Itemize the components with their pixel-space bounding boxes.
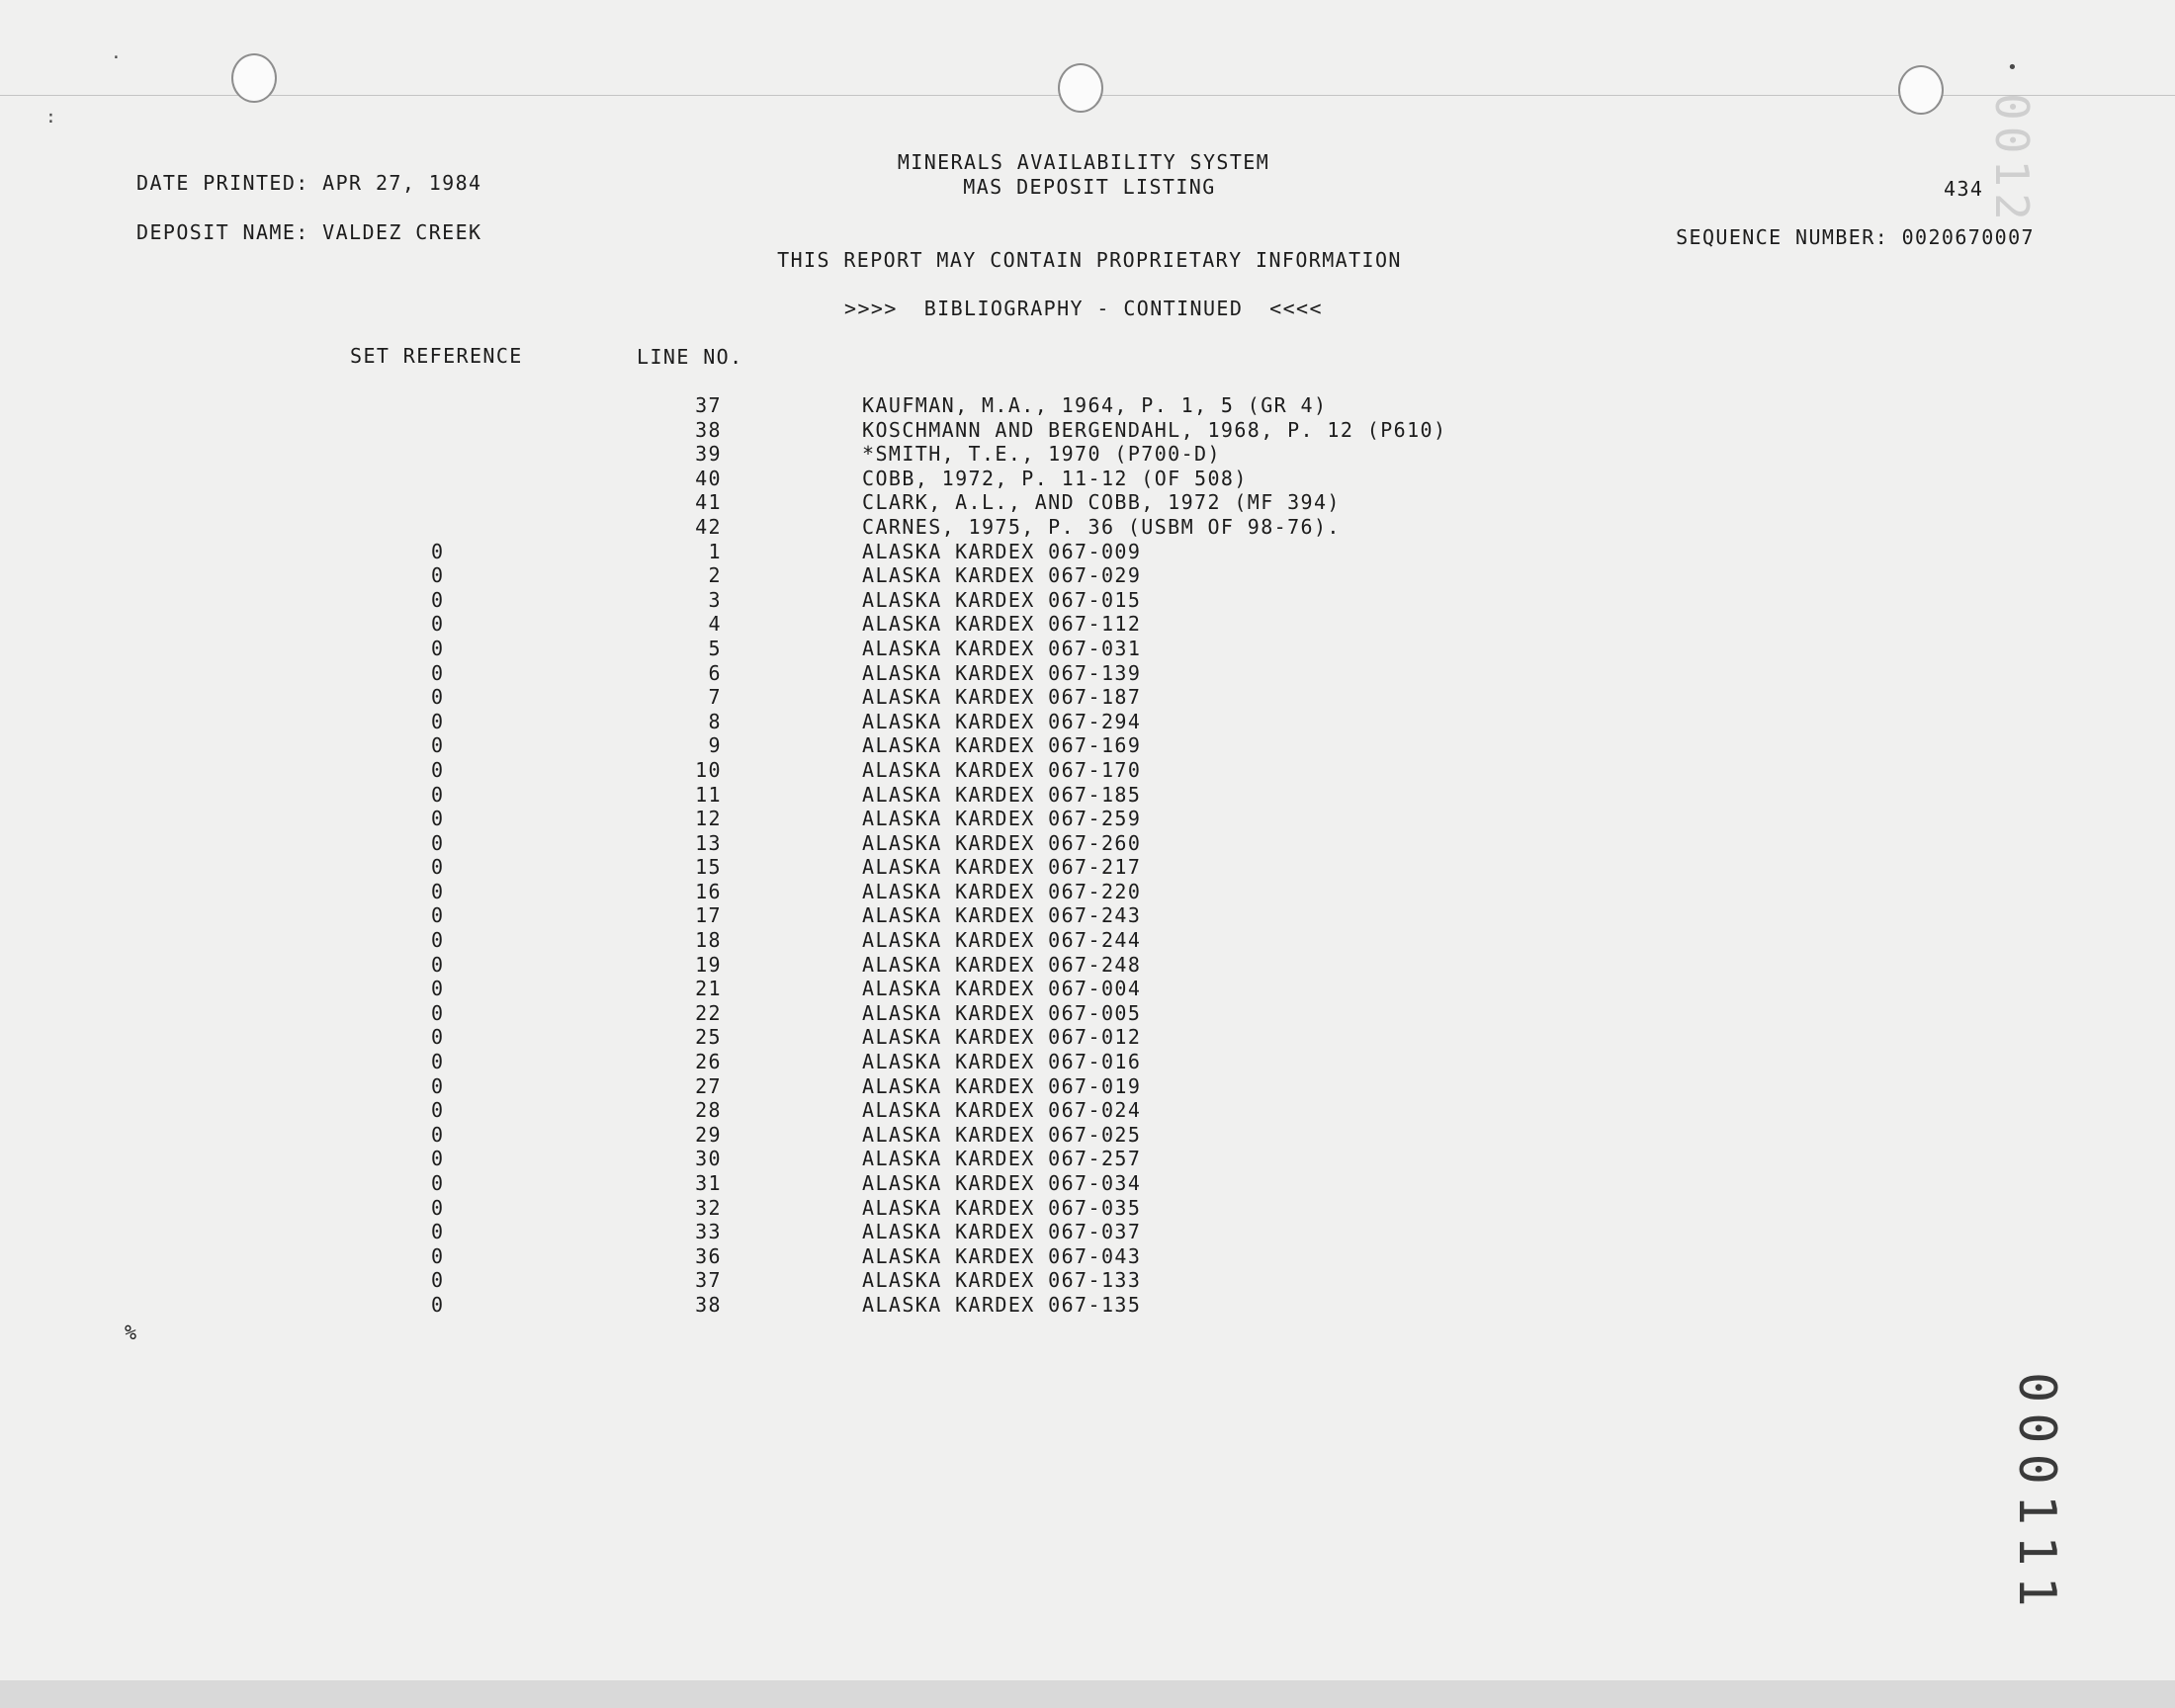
set-reference-cell: 0 [431,587,445,612]
set-reference-cell: 0 [431,636,445,660]
line-number-cell: 8 [708,709,722,733]
reference-text-cell: ALASKA KARDEX 067-004 [862,977,1142,1001]
reference-text-cell: ALASKA KARDEX 067-220 [862,879,1142,903]
line-number-cell: 27 [695,1073,722,1098]
line-number-cell: 29 [695,1122,722,1147]
reference-text-cell: ALASKA KARDEX 067-260 [862,830,1142,855]
reference-text-cell: ALASKA KARDEX 067-035 [862,1195,1142,1220]
table-row [0,1098,2175,1123]
table-row [0,1074,2175,1099]
page-number: 434 [1944,177,1984,201]
set-reference-cell: 0 [431,612,445,637]
set-reference-cell: 0 [431,1171,445,1195]
reference-text-cell: ALASKA KARDEX 067-217 [862,855,1142,880]
line-number-cell: 17 [695,903,722,928]
table-row [0,1123,2175,1148]
table-row [0,1220,2175,1244]
set-reference-cell: 0 [431,1098,445,1123]
scan-speck-mark: · [111,47,122,68]
scan-speck-mark: • [2007,57,2018,78]
reference-text-cell: ALASKA KARDEX 067-294 [862,709,1142,733]
set-reference-cell: 0 [431,1220,445,1244]
reference-text-cell: ALASKA KARDEX 067-031 [862,636,1142,660]
set-reference-cell: 0 [431,1195,445,1220]
table-row [0,953,2175,978]
line-number-cell: 40 [695,466,722,490]
reference-text-cell: ALASKA KARDEX 067-034 [862,1171,1142,1195]
set-reference-cell: 0 [431,1268,445,1293]
reference-text-cell: ALASKA KARDEX 067-133 [862,1268,1142,1293]
reference-text-cell: COBB, 1972, P. 11-12 (OF 508) [862,466,1248,490]
reference-text-cell: ALASKA KARDEX 067-257 [862,1147,1142,1171]
section-title: >>>> BIBLIOGRAPHY - CONTINUED <<<< [844,297,1323,320]
line-number-cell: 15 [695,855,722,880]
set-reference-cell: 0 [431,660,445,685]
line-number-cell: 13 [695,830,722,855]
set-reference-cell: 0 [431,952,445,977]
table-row [0,393,2175,418]
table-row [0,1001,2175,1026]
reference-text-cell: *SMITH, T.E., 1970 (P700-D) [862,442,1221,467]
table-row [0,612,2175,637]
reference-text-cell: ALASKA KARDEX 067-185 [862,782,1142,807]
line-number-cell: 16 [695,879,722,903]
line-number-cell: 12 [695,807,722,831]
table-row [0,903,2175,928]
table-row [0,490,2175,515]
line-number-cell: 22 [695,1000,722,1025]
table-row [0,710,2175,734]
set-reference-cell: 0 [431,807,445,831]
date-printed: DATE PRINTED: APR 27, 1984 [136,171,482,195]
line-number-cell: 5 [708,636,722,660]
reference-text-cell: ALASKA KARDEX 067-244 [862,928,1142,953]
reference-text-cell: ALASKA KARDEX 067-037 [862,1220,1142,1244]
table-row [0,807,2175,831]
line-number-cell: 37 [695,393,722,417]
set-reference-cell: 0 [431,757,445,782]
line-number-cell: 9 [708,733,722,758]
set-reference-cell: 0 [431,830,445,855]
set-reference-cell: 0 [431,539,445,563]
set-reference-cell: 0 [431,1292,445,1317]
line-number-cell: 6 [708,660,722,685]
line-number-cell: 31 [695,1171,722,1195]
margin-stamp: 0012 [1985,93,2039,226]
line-number-cell: 42 [695,514,722,539]
set-reference-cell: 0 [431,928,445,953]
set-reference-cell: 0 [431,733,445,758]
reference-text-cell: ALASKA KARDEX 067-259 [862,807,1142,831]
table-row [0,1147,2175,1171]
reference-text-cell: ALASKA KARDEX 067-135 [862,1292,1142,1317]
reference-text-cell: ALASKA KARDEX 067-025 [862,1122,1142,1147]
table-row [0,733,2175,758]
reference-text-cell: ALASKA KARDEX 067-243 [862,903,1142,928]
line-number-cell: 26 [695,1050,722,1074]
table-row [0,1171,2175,1196]
reference-text-cell: ALASKA KARDEX 067-016 [862,1050,1142,1074]
proprietary-notice: THIS REPORT MAY CONTAIN PROPRIETARY INFORMATION [777,248,1402,272]
set-reference-cell: 0 [431,782,445,807]
set-reference-cell: 0 [431,709,445,733]
table-row [0,1196,2175,1221]
reference-text-cell: KOSCHMANN AND BERGENDAHL, 1968, P. 12 (P610) [862,417,1447,442]
listing-title: MAS DEPOSIT LISTING [963,175,1216,199]
table-row [0,540,2175,564]
table-row [0,831,2175,856]
line-number-cell: 41 [695,490,722,515]
table-row [0,758,2175,783]
reference-text-cell: KAUFMAN, M.A., 1964, P. 1, 5 (GR 4) [862,393,1328,417]
set-reference-cell: 0 [431,1073,445,1098]
line-number-cell: 19 [695,952,722,977]
reference-text-cell: ALASKA KARDEX 067-024 [862,1098,1142,1123]
reference-text-cell: ALASKA KARDEX 067-170 [862,757,1142,782]
line-number-cell: 30 [695,1147,722,1171]
table-row [0,442,2175,467]
set-reference-cell: 0 [431,1000,445,1025]
set-reference-cell: 0 [431,1122,445,1147]
line-number-cell: 25 [695,1025,722,1050]
reference-text-cell: ALASKA KARDEX 067-005 [862,1000,1142,1025]
binder-hole-left [231,53,277,103]
table-row [0,661,2175,686]
column-header-set-reference: SET REFERENCE [350,344,523,368]
line-number-cell: 32 [695,1195,722,1220]
line-number-cell: 4 [708,612,722,637]
reference-text-cell: ALASKA KARDEX 067-015 [862,587,1142,612]
line-number-cell: 36 [695,1243,722,1268]
reference-text-cell: ALASKA KARDEX 067-139 [862,660,1142,685]
table-row [0,685,2175,710]
table-row [0,783,2175,808]
reference-text-cell: ALASKA KARDEX 067-009 [862,539,1142,563]
line-number-cell: 38 [695,1292,722,1317]
line-number-cell: 1 [708,539,722,563]
table-row [0,637,2175,661]
line-number-cell: 28 [695,1098,722,1123]
line-number-cell: 2 [708,563,722,588]
table-row [0,467,2175,491]
set-reference-cell: 0 [431,685,445,710]
table-row [0,1244,2175,1269]
reference-text-cell: ALASKA KARDEX 067-248 [862,952,1142,977]
set-reference-cell: 0 [431,903,445,928]
reference-text-cell: ALASKA KARDEX 067-029 [862,563,1142,588]
scan-speck-mark: : [45,107,56,128]
line-number-cell: 33 [695,1220,722,1244]
line-number-cell: 3 [708,587,722,612]
line-number-cell: 38 [695,417,722,442]
reference-text-cell: CLARK, A.L., AND COBB, 1972 (MF 394) [862,490,1341,515]
set-reference-cell: 0 [431,1050,445,1074]
table-row [0,977,2175,1001]
set-reference-cell: 0 [431,1243,445,1268]
set-reference-cell: 0 [431,1025,445,1050]
handwritten-margin-number: 000111 [2007,1372,2066,1617]
table-row [0,928,2175,953]
reference-text-cell: ALASKA KARDEX 067-187 [862,685,1142,710]
line-number-cell: 37 [695,1268,722,1293]
table-row [0,418,2175,443]
table-row [0,880,2175,904]
table-row [0,1050,2175,1074]
table-row [0,1025,2175,1050]
table-row [0,515,2175,540]
binder-hole-center [1058,63,1103,113]
table-row [0,563,2175,588]
set-reference-cell: 0 [431,1147,445,1171]
line-number-cell: 7 [708,685,722,710]
reference-text-cell: ALASKA KARDEX 067-169 [862,733,1142,758]
set-reference-cell: 0 [431,879,445,903]
reference-text-cell: ALASKA KARDEX 067-019 [862,1073,1142,1098]
footer-percent-mark: % [125,1321,138,1344]
set-reference-cell: 0 [431,855,445,880]
table-row [0,588,2175,613]
bibliography-list [0,393,2175,1318]
reference-text-cell: CARNES, 1975, P. 36 (USBM OF 98-76). [862,514,1341,539]
binder-hole-right [1898,65,1944,115]
table-row [0,1268,2175,1293]
line-number-cell: 39 [695,442,722,467]
reference-text-cell: ALASKA KARDEX 067-043 [862,1243,1142,1268]
column-header-line-no: LINE NO. [637,345,743,369]
deposit-name: DEPOSIT NAME: VALDEZ CREEK [136,220,482,244]
sequence-number: SEQUENCE NUMBER: 0020670007 [1676,225,2035,249]
set-reference-cell: 0 [431,563,445,588]
table-row [0,855,2175,880]
set-reference-cell: 0 [431,977,445,1001]
reference-text-cell: ALASKA KARDEX 067-012 [862,1025,1142,1050]
reference-text-cell: ALASKA KARDEX 067-112 [862,612,1142,637]
line-number-cell: 10 [695,757,722,782]
line-number-cell: 11 [695,782,722,807]
table-row [0,1293,2175,1318]
line-number-cell: 21 [695,977,722,1001]
line-number-cell: 18 [695,928,722,953]
system-title: MINERALS AVAILABILITY SYSTEM [897,150,1270,174]
